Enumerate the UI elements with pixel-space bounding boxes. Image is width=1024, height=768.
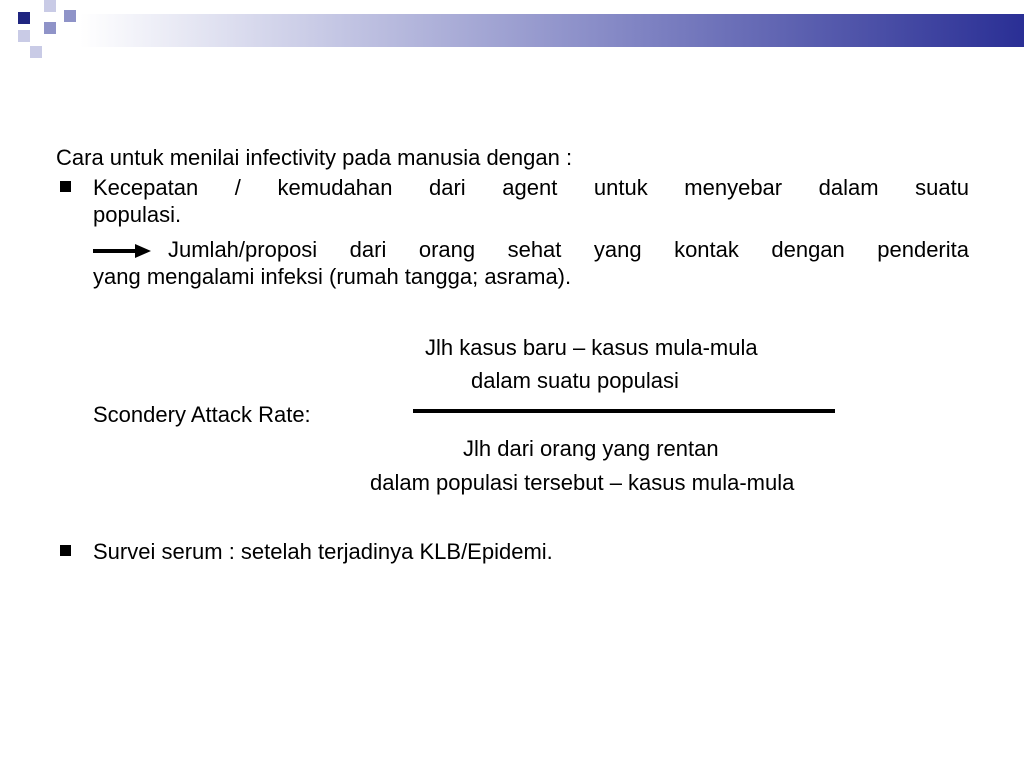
right-arrow-icon — [93, 241, 153, 261]
bullet-1-line-2: populasi. — [93, 202, 182, 227]
decor-square-dark — [18, 12, 30, 24]
denominator-line-1: Jlh dari orang yang rentan — [463, 436, 719, 461]
bullet-square-icon — [60, 545, 71, 556]
decor-square-light — [44, 0, 56, 12]
denominator-line-2: dalam populasi tersebut – kasus mula-mula — [370, 470, 795, 495]
formula-label: Scondery Attack Rate: — [93, 402, 311, 427]
numerator-line-1: Jlh kasus baru – kasus mula-mula — [425, 335, 758, 360]
bullet-1-line-1: Kecepatan / kemudahan dari agent untuk menyebar dalam suatu — [93, 175, 969, 200]
decor-square-light — [30, 46, 42, 58]
decor-square-mid — [44, 22, 56, 34]
numerator-line-2: dalam suatu populasi — [471, 368, 679, 393]
bullet-square-icon — [60, 181, 71, 192]
decor-square-light — [18, 30, 30, 42]
header-gradient-band — [80, 14, 1024, 47]
bullet-2-text: Survei serum : setelah terjadinya KLB/Epidemi. — [93, 539, 553, 564]
decor-square-mid — [64, 10, 76, 22]
intro-text: Cara untuk menilai infectivity pada manusia dengan : — [56, 145, 573, 170]
arrow-note-line-1: Jumlah/proposi dari orang sehat yang kontak dengan penderita — [168, 237, 969, 262]
arrow-note-line-2: yang mengalami infeksi (rumah tangga; asrama). — [93, 264, 572, 289]
fraction-line — [413, 409, 835, 413]
